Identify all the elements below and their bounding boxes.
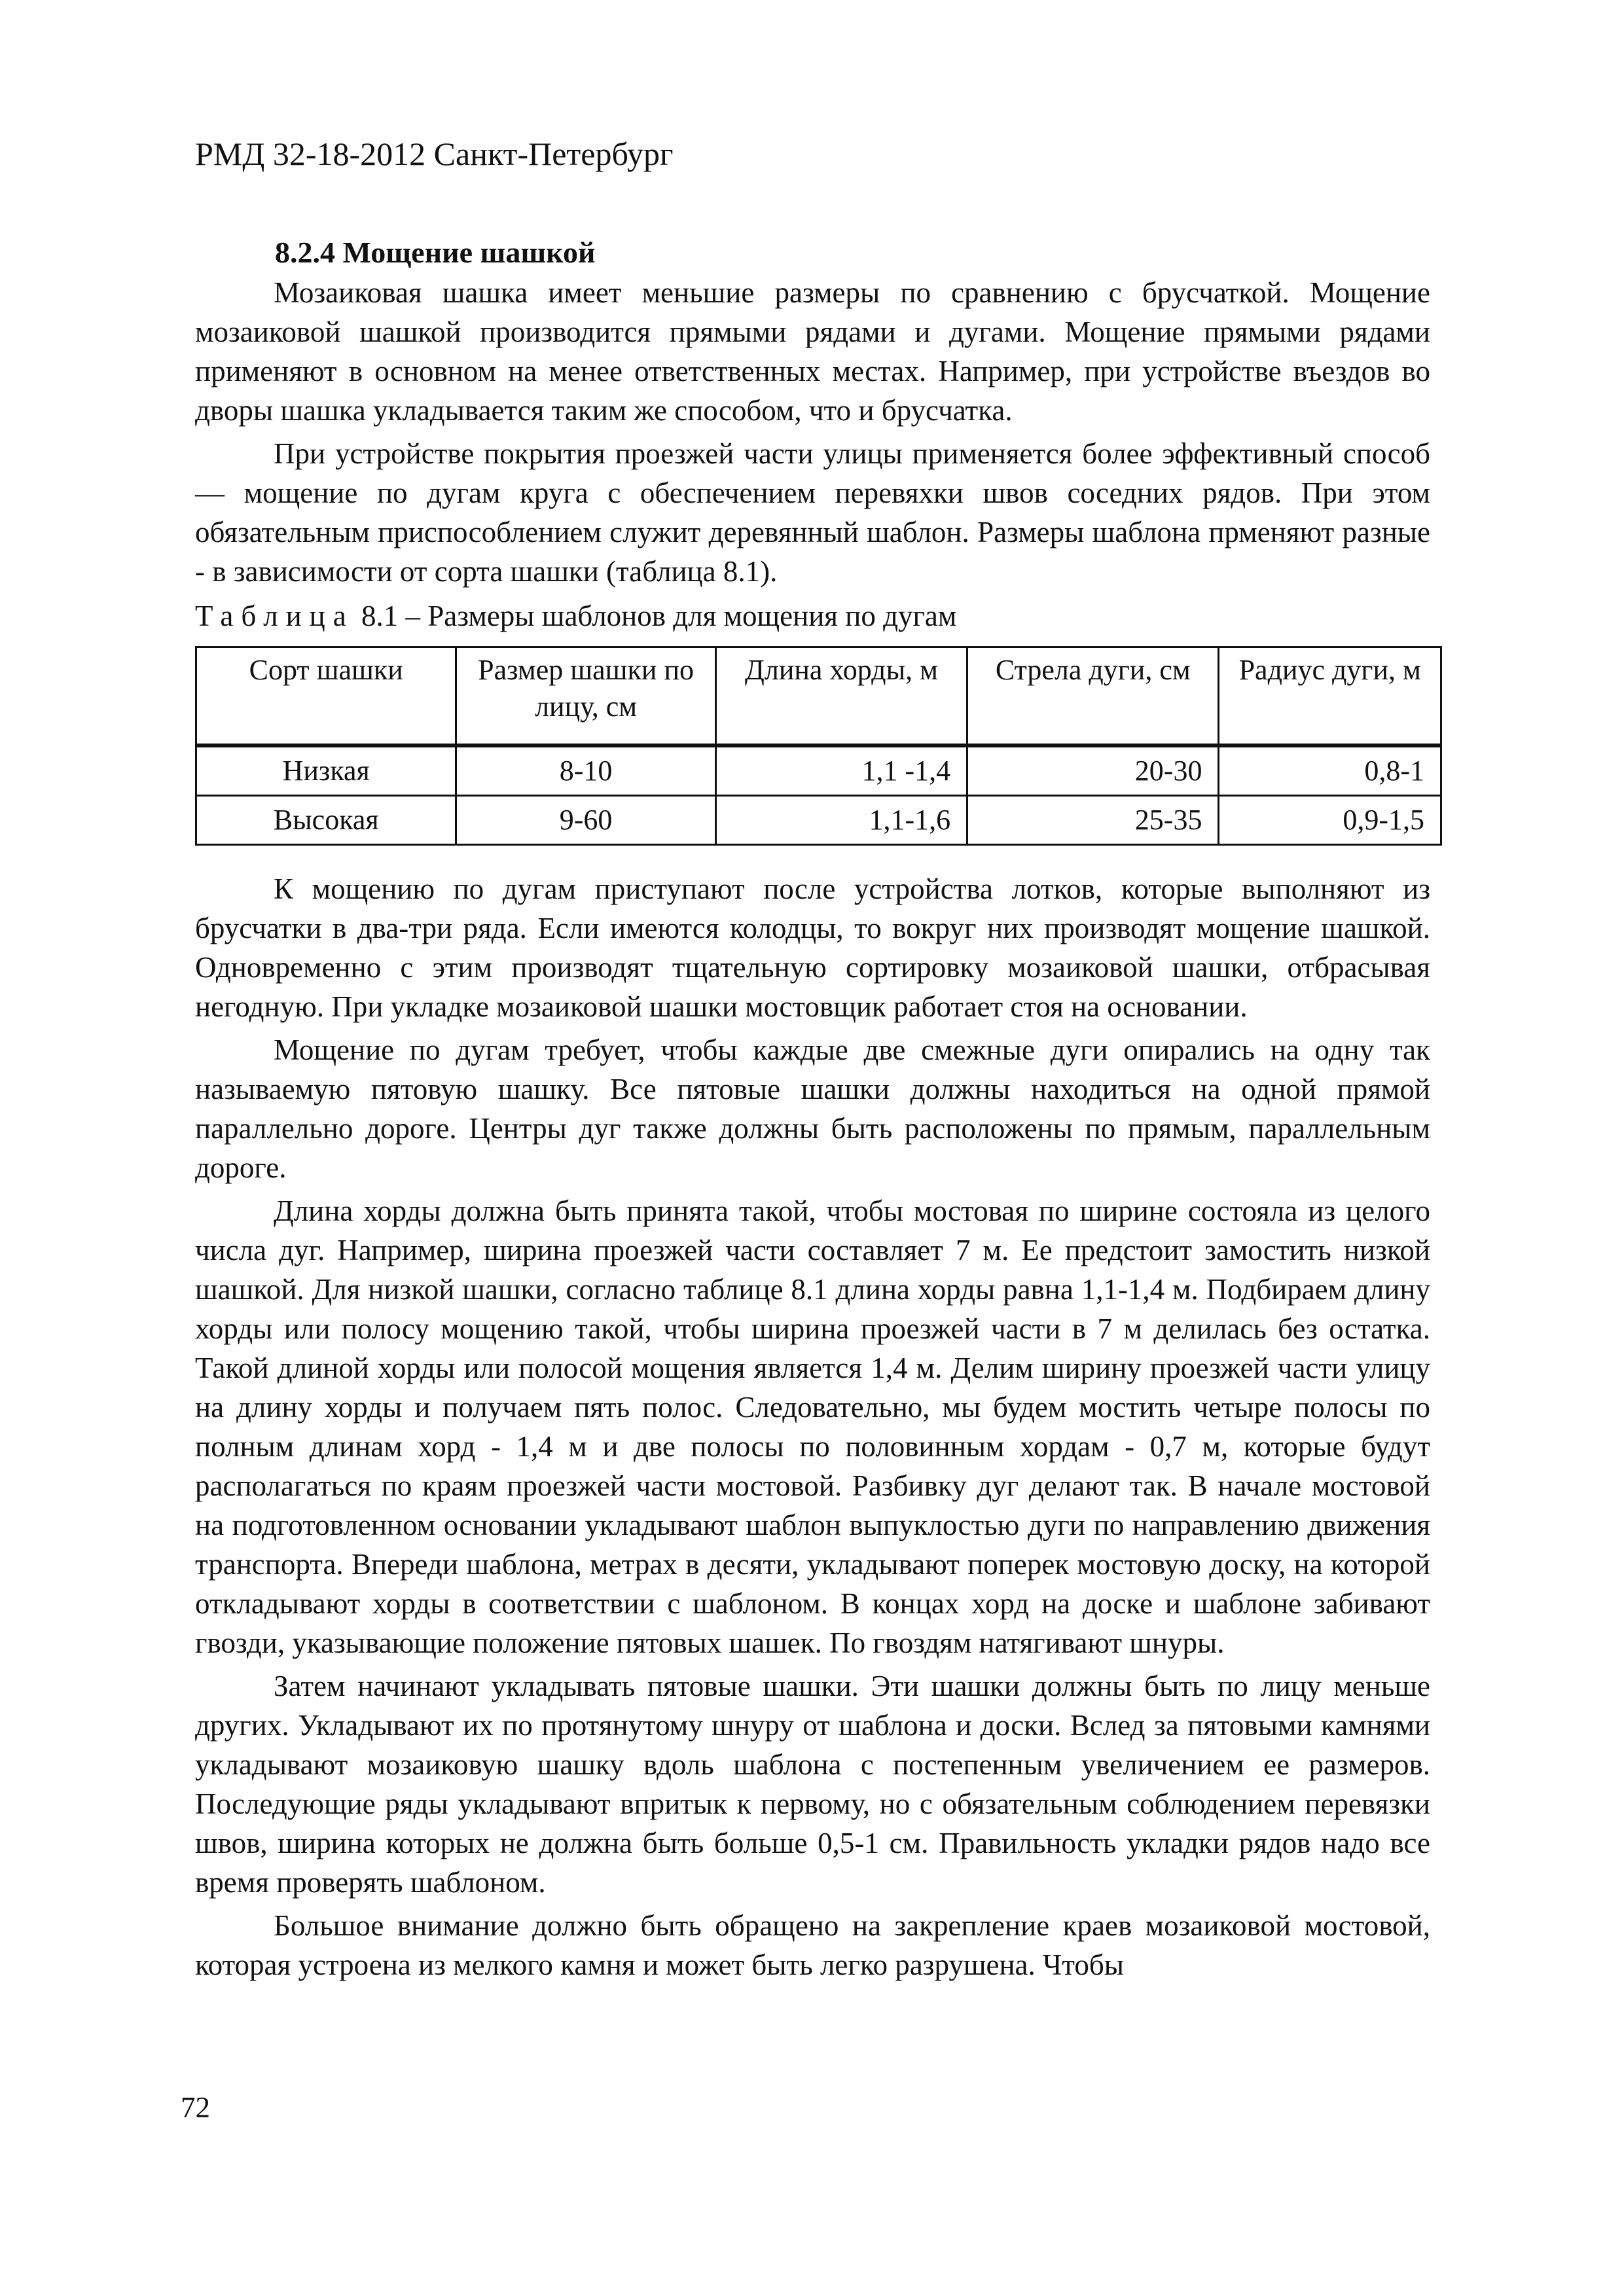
paragraph: Мозаиковая шашка имеет меньшие размеры по сравнению с брусчаткой. Мощение мозаиковой шашкой производится прямыми рядами и дугами. Мощение прямыми рядами применяют в основном на менее ответственных местах. Например, при устройстве въездов во дворы шашка укладывается таким же способом, что и брусчатка.	[195, 276, 1430, 427]
table-row	[196, 745, 1441, 796]
paragraph: К мощению по дугам приступают после устройства лотков, которые выполняют из брусчатки в два-три ряда. Если имеются колодцы, то вокруг них производят мощение шашкой. Одновременно с этим производят тщательную сортировку мозаиковой шашки, отбрасывая негодную. При укладке мозаиковой шашки мостовщик работает стоя на основании.	[195, 872, 1430, 1023]
table-cell: Высокая	[196, 796, 456, 845]
table-cell: 20-30	[967, 745, 1219, 796]
paragraph: Длина хорды должна быть принята такой, чтобы мостовая по ширине состояла из целого числа дуг. Например, ширина проезжей части составляет 7 м. Ее предстоит замостить низкой шашкой. Для низкой шашки, согласно таблице 8.1 длина хорды равна 1,1-1,4 м. Подбираем длину хорды или полосу мощению такой, чтобы ширина проезжей части в 7 м делилась без остатка. Такой длиной хорды или полосой мощения является 1,4 м. Делим ширину проезжей части улицу на длину хорды и получаем пять полос. Следовательно, мы будем мостить четыре полосы по полным длинам хорд - 1,4 м и две полосы по половинным хордам - 0,7 м, которые будут располагаться по краям проезжей части мостовой. Разбивку дуг делают так. В начале мостовой на подготовленном основании укладывают шаблон выпуклостью дуги по направлению движения транспорта. Впереди шаблона, метрах в десяти, укладывают поперек мостовую доску, на которой откладывают хорды в соответствии с шаблоном. В концах хорд на доске и шаблоне забивают гвозди, указывающие положение пятовых шашек. По гвоздям натягивают шнуры.	[195, 1194, 1430, 1659]
paragraph: Большое внимание должно быть обращено на закрепление краев мозаиковой мостовой, которая устроена из мелкого камня и может быть легко разрушена. Чтобы	[195, 1909, 1430, 1981]
table-caption-text: 8.1 – Размеры шаблонов для мощения по дугам	[361, 600, 957, 632]
table-header-cell: Размер шашки по лицу, см	[456, 647, 715, 746]
templates-table	[195, 646, 1442, 846]
table-row	[196, 796, 1441, 845]
table-cell: 1,1-1,6	[715, 796, 967, 845]
table-header-cell: Сорт шашки	[196, 647, 456, 746]
table-cell: 0,9-1,5	[1219, 796, 1441, 845]
paragraph: Мощение по дугам требует, чтобы каждые две смежные дуги опирались на одну так называемую пятовую шашку. Все пятовые шашки должны находиться на одной прямой параллельно дороге. Центры дуг также должны быть расположены по прямым, параллельным дороге.	[195, 1033, 1430, 1184]
table-header-cell: Радиус дуги, м	[1219, 647, 1441, 746]
table-cell: 0,8-1	[1219, 745, 1441, 796]
paragraph: Затем начинают укладывать пятовые шашки. Эти шашки должны быть по лицу меньше других. Укладывают их по протянутому шнуру от шаблона и доски. Вслед за пятовыми камнями укладывают мозаиковую шашку вдоль шаблона с постепенным увеличением ее размеров. Последующие ряды укладывают впритык к первому, но с обязательным соблюдением перевязки швов, ширина которых не должна быть больше 0,5-1 см. Правильность укладки рядов надо все время проверять шаблоном.	[195, 1670, 1430, 1899]
table-header-cell: Длина хорды, м	[715, 647, 967, 746]
table-cell: 25-35	[967, 796, 1219, 845]
table-header-cell: Стрела дуги, см	[967, 647, 1219, 746]
page-header: РМД 32-18-2012 Санкт-Петербург	[195, 135, 674, 172]
table-cell: 1,1 -1,4	[715, 745, 967, 796]
paragraph: При устройстве покрытия проезжей части улицы применяется более эффективный способ — мощение по дугам круга с обеспечением перевяхки швов соседних рядов. При этом обязательным приспособлением служит деревянный шаблон. Размеры шаблона прменяют разные - в зависимости от сорта шашки (таблица 8.1).	[195, 437, 1430, 588]
section-title: 8.2.4 Мощение шашкой	[275, 236, 596, 269]
table-header-row	[196, 647, 1441, 746]
table-caption-label: Таблица	[195, 600, 354, 632]
table-cell: 9-60	[456, 796, 715, 845]
page-number: 72	[181, 2091, 210, 2124]
table-cell: 8-10	[456, 745, 715, 796]
document-body-top	[195, 232, 1430, 846]
document-body-bottom	[195, 869, 1430, 1984]
table-cell: Низкая	[196, 745, 456, 796]
table-caption	[195, 596, 1430, 636]
